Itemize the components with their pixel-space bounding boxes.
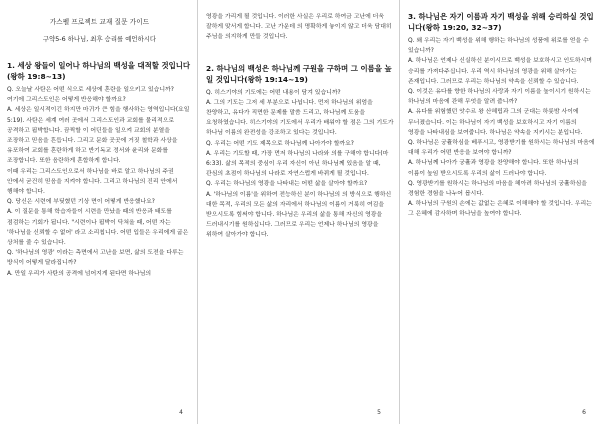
answer-paragraph: A. 하나님의 구원의 손에는 값없는 은혜로 이해해야 할 것입니다. 우리는 그 은혜에 감사하며 하나님을 높여야 합니다. <box>408 201 592 218</box>
answer-paragraph: A. 하나님께 나아가 궁휼과 영광을 찬양해야 합니다. 또한 하나님의 이름이 높임 받으시도록 우리의 삶이 드러나야 합니다. <box>408 160 579 177</box>
page-6 <box>401 0 600 424</box>
answer-paragraph: A. 이 질문을 통해 학습자들이 시련을 만났을 때의 반응과 태도를 점검하는 기회가 됩니다. "시련이나 핍박이 닥쳐올 때, 어떤 자는 '하나님을 신뢰할 수 없어' 라고 소리칩니다. 어떤 입들은 우리에게 굽은 상처를 줄 수 있습니다. <box>7 209 189 247</box>
page-5 <box>199 0 400 424</box>
question-paragraph: Q. '하나님의 영광' 이라는 측면에서 고난을 보면, 삶의 도전을 다루는 방식이 어떻게 달라집니까? <box>7 250 184 267</box>
page-6-body <box>408 36 595 220</box>
page-5-body <box>206 88 394 241</box>
answer-paragraph: A. 우리는 기도할 때, 가장 먼저 하나님의 나라와 의를 구해야 합니다(마 6:33). 삶의 목적의 중심이 우리 자신이 아닌 하나님께 있음을 알 때, 관심의 초점이 하나님의 나라로 자연스럽게 바뀌게 될 것입니다. <box>206 150 389 178</box>
question-paragraph: Q. 당신은 시련에 부딪혔던 기상 면이 어떻게 반응했나요? <box>7 199 155 206</box>
question-paragraph: Q. 이것은 유다를 향한 하나님의 사랑과 자기 이름을 높이시기 원하시는 하나님의 마음에 관해 무엇을 알려 줍니까? <box>408 89 591 106</box>
question-paragraph: Q. 우리는 하나님의 영광을 나타내는 어떤 삶을 살아야 할까요? <box>206 181 368 188</box>
section-3-heading: 3. 하나님은 자기 이름과 자기 백성을 위해 승리하실 것입니다(왕하 19:20, 32~37) <box>408 12 594 32</box>
question-paragraph: Q. 우리는 어떤 기도 제목으로 하나님께 나아가야 할까요? <box>206 140 354 147</box>
answer-paragraph: A. 그의 기도는 그저 세 부분으로 나뉩니다. 먼저 하나님의 위엄을 찬양하고, 유다가 직면한 문제를 말씀 드리고, 하나님께 도움을 요청하였습니다. 히스기야의 기도에서 우리가 배워야 할 점은 그의 기도가 하나님 이름의 완전성을 강조하고 있다는 것입니다. <box>206 99 394 137</box>
question-paragraph: Q. 왜 우리는 자기 백성을 위해 행하는 하나님의 성품에 위로를 얻을 수 있습니까? <box>408 38 589 55</box>
page-4-body <box>7 85 192 279</box>
guide-header: 가스펠 프로젝트 교재 질문 가이드 <box>49 18 150 26</box>
section-2-heading: 2. 하나님의 백성은 하나님께 구원을 구하며 그 이름을 높일 것입니다(왕하 19:14~19) <box>206 63 392 84</box>
page-number: 4 <box>179 409 183 416</box>
section-1-heading: 1. 세상 왕들이 일어나 하나님의 백성을 대적할 것입니다(왕하 19:8~13) <box>7 61 191 81</box>
continued-paragraph: 영광을 가리게 될 것입니다. 이러한 사실은 우리로 하여금 고난에 더욱 잘하게 맞서게 합니다. 고난 가운데 의 명확하게 놓이지 않고 더욱 담대히 주님을 의지하게 만들 것입니다. <box>206 14 392 41</box>
answer-paragraph: A. 유다를 위험했던 앗수르 왕 산헤립과 그의 군대는 하룻밤 사이에 무너졌습니다. 이는 하나님이 자기 백성을 보호하시고 자기 이름의 영광을 나타내심을 보여줍니다. 하나님은 약속을 지키시는 분입니다. <box>408 109 583 136</box>
lesson-title: 구약5-6 하나님, 최후 승리를 예언하시다 <box>42 35 157 43</box>
page-number: 5 <box>377 409 381 416</box>
answer-paragraph: A. 세상은 일시적이긴 하지만 마귀가 큰 힘을 행사하는 영역입니다(요일 5:19). 사탄은 세계 여러 곳에서 그리스도인과 교회를 물리적으로 공격하고 핍박합니다. 끔찍할 이 어딘들을 일으켜 교회의 분열을 조장하고 믿음을 흔듭니다. 그리고 문화 곳곳에 거짓 철학과 사상을 유포하여 교회를 혼란하게 하고 반기독교 정서와 윤리와 문화를 조장합니다. 또한 음란하게 혼합하게 합니다. 이때 우리는 그리스도인으로서 하나님을 바로 알고 하나님의 주권 안에서 굳건히 믿음을 지켜야 합니다. 그리고 하나님의 진리 안에서 행해야 합니다. <box>7 107 190 196</box>
question-paragraph: Q. 하나님은 궁휼하심을 베푸시고, 영광받기를 원하시는 하나님의 마음에 대해 우리가 어떤 반응을 보여야 합니까? <box>408 140 595 157</box>
question-paragraph: Q. 오늘날 사탄은 어떤 식으로 세상에 혼란을 일으키고 있습니까? 여기에 그리스도인은 어떻게 반응해야 할까요? <box>7 87 174 104</box>
answer-paragraph: A. '하나님의 이름'을 위하여 전능하신 분이 하나님의 의 방식으로 행하신 대한 목적, 우리의 모든 삶의 자리에서 하나님의 이름이 거룩히 여김을 받으시도록 힘써야 합니다. 하나님은 우리의 삶을 통해 자신의 영광을 드러내시기를 원하십니다. 그러므로 우리는 언제나 하나님의 영광을 위하여 살아가야 합니다. <box>206 191 392 239</box>
question-paragraph: Q. 영광받기를 원하시는 하나님의 마음을 헤아려 하나님의 궁휼하심을 경험한 경험을 나누어 봅시다. <box>408 180 587 198</box>
page-4 <box>0 0 198 424</box>
question-paragraph: Q. 히스기야의 기도에는 어떤 내용이 담겨 있습니까? <box>206 89 341 96</box>
answer-paragraph: A. 만일 우리가 사탄의 공격에 넘어지게 된다면 하나님의 <box>7 270 152 277</box>
answer-paragraph: A. 하나님은 언제나 신실하신 분이시므로 백성을 보호하시고 인도하시며 승리를 가져다주십니다. 우리 역시 하나님의 영광을 위해 살아가는 존재입니다. 그러므로 우리는 하나님의 약속을 신뢰할 수 있습니다. <box>408 58 592 85</box>
page-number: 6 <box>582 409 586 416</box>
